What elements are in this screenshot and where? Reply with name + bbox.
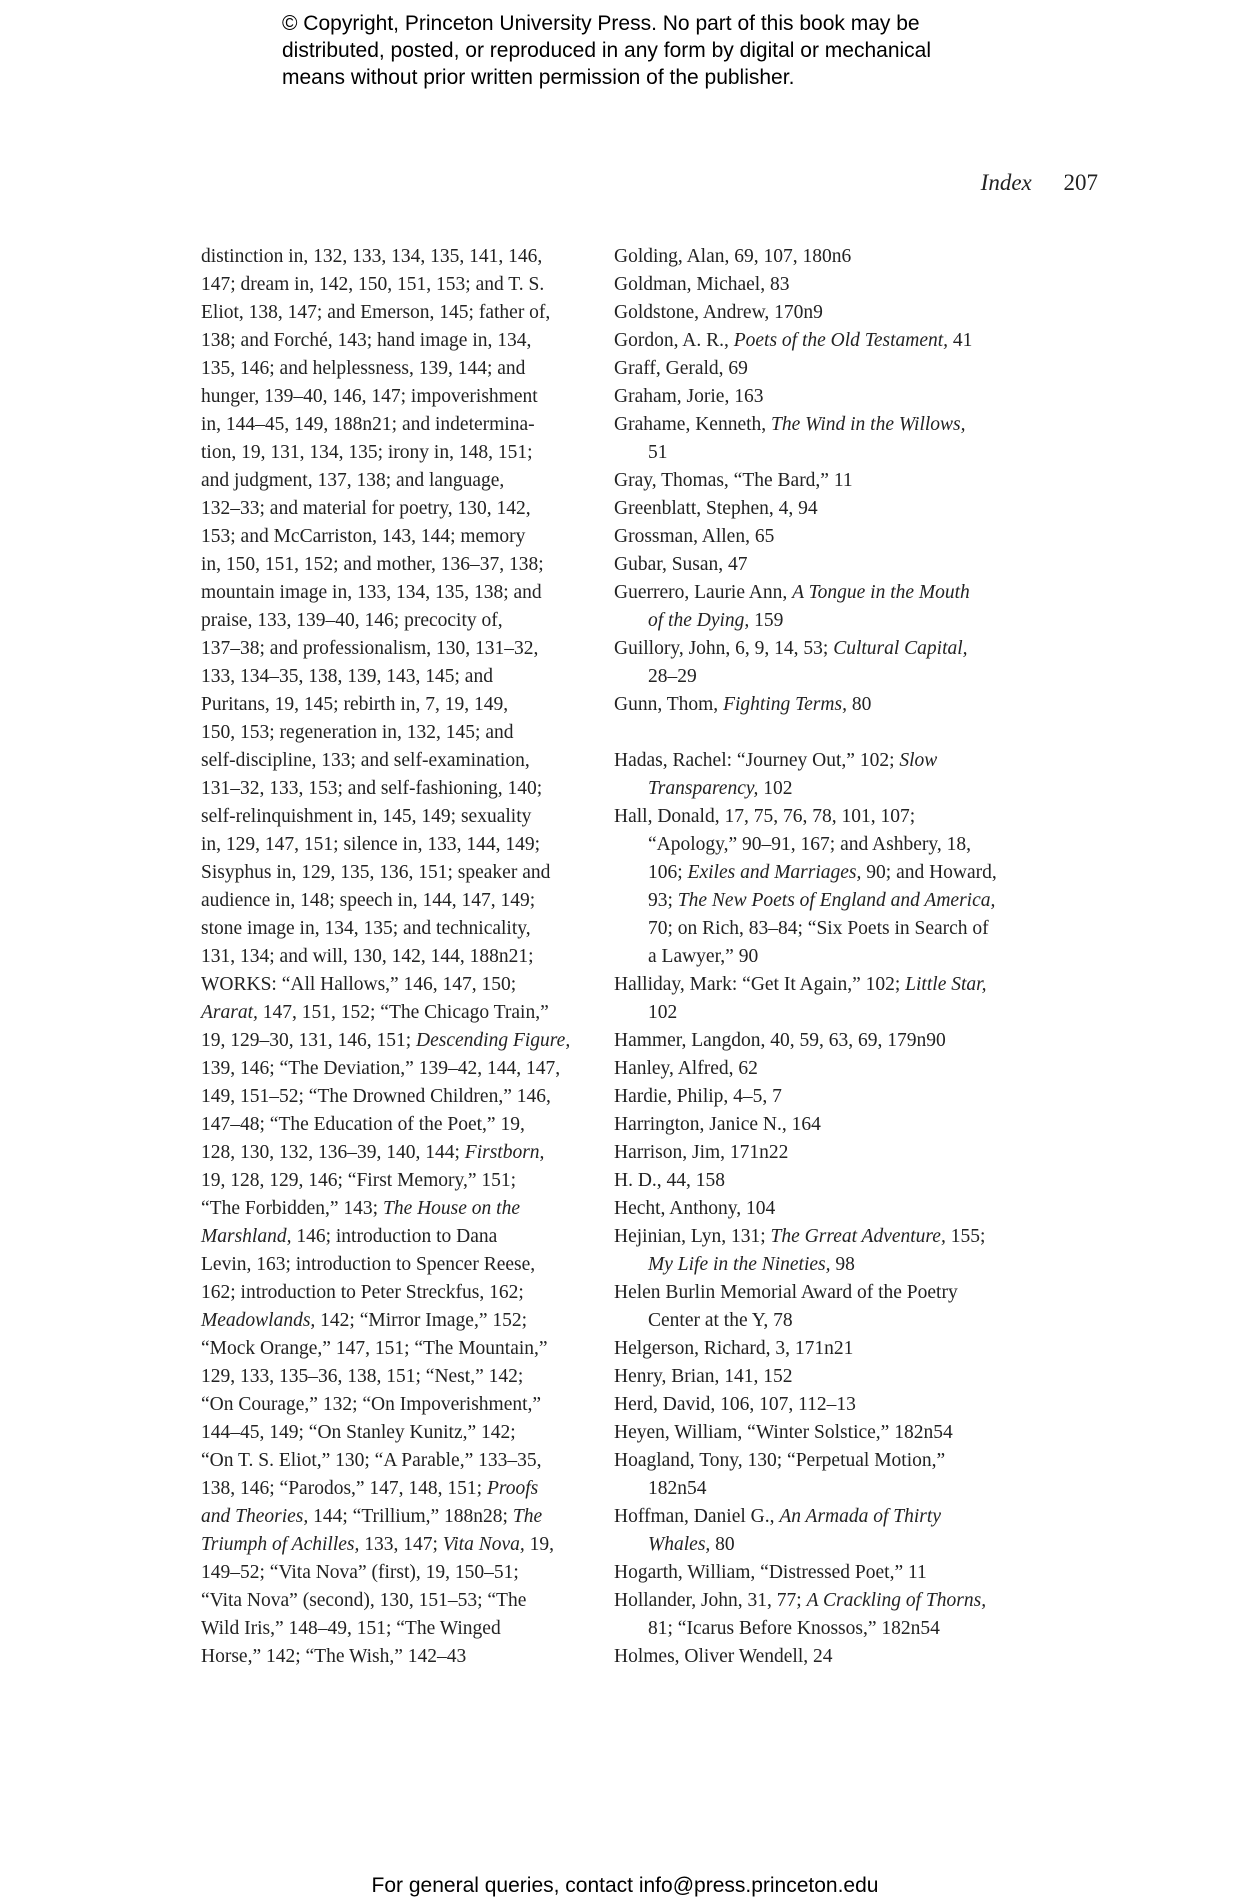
index-line: 162; introduction to Peter Streckfus, 162; xyxy=(201,1282,524,1303)
index-right-column xyxy=(614,243,1034,1671)
copyright-line: distributed, posted, or reproduced in any form by digital or mechanical xyxy=(282,39,932,62)
index-line: Horse,” 142; “The Wish,” 142–43 xyxy=(201,1646,467,1667)
index-line: 144–45, 149; “On Stanley Kunitz,” 142; xyxy=(201,1422,516,1443)
index-entry xyxy=(614,803,1034,971)
index-line: 149–52; “Vita Nova” (first), 19, 150–51; xyxy=(201,1562,519,1583)
index-entry xyxy=(614,327,1034,355)
index-entry-heading: Hecht, Anthony, 104 xyxy=(614,1198,776,1219)
index-entry-heading: Gray, Thomas, “The Bard,” 11 xyxy=(614,470,853,491)
index-entry-heading: Hoffman, Daniel G., An Armada of Thirty xyxy=(614,1506,941,1527)
index-line: distinction in, 132, 133, 134, 135, 141, 146, xyxy=(201,246,543,267)
page-number: 207 xyxy=(1063,170,1098,195)
index-line: 132–33; and material for poetry, 130, 142, xyxy=(201,498,531,519)
index-line: 147–48; “The Education of the Poet,” 19, xyxy=(201,1114,525,1135)
index-entry-continuation: 106; Exiles and Marriages, 90; and Howard, xyxy=(648,862,997,883)
index-line: self-relinquishment in, 145, 149; sexuality xyxy=(201,806,532,827)
index-entry xyxy=(614,467,1034,495)
copyright-notice xyxy=(282,10,1042,91)
index-entry-heading: Hall, Donald, 17, 75, 76, 78, 101, 107; xyxy=(614,806,916,827)
index-line: in, 144–45, 149, 188n21; and indetermina- xyxy=(201,414,535,435)
index-entry-heading: Greenblatt, Stephen, 4, 94 xyxy=(614,498,818,519)
index-line: Meadowlands, 142; “Mirror Image,” 152; xyxy=(201,1310,528,1331)
index-entry xyxy=(614,1167,1034,1195)
index-entry-continuation: Center at the Y, 78 xyxy=(648,1310,793,1331)
index-entry-heading: Goldman, Michael, 83 xyxy=(614,274,790,295)
index-line: praise, 133, 139–40, 146; precocity of, xyxy=(201,610,503,631)
index-entry xyxy=(614,523,1034,551)
index-entry xyxy=(614,1027,1034,1055)
index-entry-heading: Gubar, Susan, 47 xyxy=(614,554,748,575)
index-entry xyxy=(614,1447,1034,1503)
index-entry xyxy=(614,1391,1034,1419)
index-line: Puritans, 19, 145; rebirth in, 7, 19, 149, xyxy=(201,694,509,715)
index-line: 19, 129–30, 131, 146, 151; Descending Figure, xyxy=(201,1030,571,1051)
index-entry-heading: Hadas, Rachel: “Journey Out,” 102; Slow xyxy=(614,750,938,771)
index-entry-continuation: of the Dying, 159 xyxy=(648,610,784,631)
index-entry-continuation: Transparency, 102 xyxy=(648,778,793,799)
index-entry xyxy=(614,1643,1034,1671)
index-entry xyxy=(614,1195,1034,1223)
index-entry xyxy=(614,383,1034,411)
index-entry-heading: Golding, Alan, 69, 107, 180n6 xyxy=(614,246,852,267)
index-line: “On T. S. Eliot,” 130; “A Parable,” 133–35, xyxy=(201,1450,542,1471)
index-line: hunger, 139–40, 146, 147; impoverishment xyxy=(201,386,538,407)
index-line: 128, 130, 132, 136–39, 140, 144; Firstborn, xyxy=(201,1142,545,1163)
index-entry-continuation: 81; “Icarus Before Knossos,” 182n54 xyxy=(648,1618,940,1639)
index-line: Marshland, 146; introduction to Dana xyxy=(201,1226,498,1247)
index-line: and Theories, 144; “Trillium,” 188n28; The xyxy=(201,1506,543,1527)
index-entry-continuation: 93; The New Poets of England and America, xyxy=(648,890,996,911)
index-entry xyxy=(614,1363,1034,1391)
index-entry-heading: Goldstone, Andrew, 170n9 xyxy=(614,302,823,323)
index-entry xyxy=(614,243,1034,271)
index-entry-heading: Hejinian, Lyn, 131; The Grreat Adventure, 155; xyxy=(614,1226,986,1247)
index-entry-heading: Holmes, Oliver Wendell, 24 xyxy=(614,1646,833,1667)
running-head xyxy=(981,170,1098,196)
index-entry xyxy=(614,411,1034,467)
index-line: “On Courage,” 132; “On Impoverishment,” xyxy=(201,1394,542,1415)
index-entry xyxy=(614,1419,1034,1447)
index-line: Triumph of Achilles, 133, 147; Vita Nova, 19, xyxy=(201,1534,555,1555)
index-line: “The Forbidden,” 143; The House on the xyxy=(201,1198,520,1219)
index-entry xyxy=(614,1083,1034,1111)
index-line: 133, 134–35, 138, 139, 143, 145; and xyxy=(201,666,493,687)
index-line: 131–32, 133, 153; and self-fashioning, 140; xyxy=(201,778,543,799)
index-entry-continuation: 28–29 xyxy=(648,666,697,687)
index-line: 137–38; and professionalism, 130, 131–32, xyxy=(201,638,539,659)
index-entry-continuation: 70; on Rich, 83–84; “Six Poets in Search of xyxy=(648,918,989,939)
index-line: Eliot, 138, 147; and Emerson, 145; father of, xyxy=(201,302,551,323)
index-entry-heading: Hammer, Langdon, 40, 59, 63, 69, 179n90 xyxy=(614,1030,946,1051)
index-entry-heading: Hogarth, William, “Distressed Poet,” 11 xyxy=(614,1562,927,1583)
index-entry-heading: Grossman, Allen, 65 xyxy=(614,526,775,547)
index-line: WORKS: “All Hallows,” 146, 147, 150; xyxy=(201,974,517,995)
index-line: in, 150, 151, 152; and mother, 136–37, 138; xyxy=(201,554,544,575)
index-line: 138; and Forché, 143; hand image in, 134, xyxy=(201,330,532,351)
footer-contact-text: For general queries, contact info@press.princeton.edu xyxy=(371,1874,879,1897)
index-line: 131, 134; and will, 130, 142, 144, 188n21; xyxy=(201,946,534,967)
index-line: Levin, 163; introduction to Spencer Reese, xyxy=(201,1254,536,1275)
index-entry-heading: Graham, Jorie, 163 xyxy=(614,386,764,407)
index-entry xyxy=(614,1587,1034,1643)
index-entry-heading: Hoagland, Tony, 130; “Perpetual Motion,” xyxy=(614,1450,946,1471)
index-line: “Vita Nova” (second), 130, 151–53; “The xyxy=(201,1590,527,1611)
index-entry-heading: Hanley, Alfred, 62 xyxy=(614,1058,758,1079)
index-entry xyxy=(614,1139,1034,1167)
index-entry xyxy=(614,355,1034,383)
index-entry xyxy=(614,1279,1034,1335)
copyright-line: © Copyright, Princeton University Press. No part of this book may be xyxy=(282,12,920,35)
index-entry xyxy=(614,747,1034,803)
index-entry xyxy=(614,1111,1034,1139)
index-line: stone image in, 134, 135; and technicality, xyxy=(201,918,531,939)
index-line: in, 129, 147, 151; silence in, 133, 144, 149; xyxy=(201,834,541,855)
index-entry-heading: Herd, David, 106, 107, 112–13 xyxy=(614,1394,856,1415)
index-entry xyxy=(614,691,1034,719)
index-line: “Mock Orange,” 147, 151; “The Mountain,” xyxy=(201,1338,548,1359)
copyright-line: means without prior written permission of the publisher. xyxy=(282,66,795,89)
index-entry-heading: Guillory, John, 6, 9, 14, 53; Cultural Capital, xyxy=(614,638,968,659)
index-entry xyxy=(614,1055,1034,1083)
index-entry xyxy=(614,495,1034,523)
index-entry xyxy=(614,579,1034,635)
index-entry xyxy=(614,635,1034,691)
index-entry-heading: Hardie, Philip, 4–5, 7 xyxy=(614,1086,782,1107)
index-entry-heading: Helen Burlin Memorial Award of the Poetry xyxy=(614,1282,958,1303)
index-line: 138, 146; “Parodos,” 147, 148, 151; Proofs xyxy=(201,1478,539,1499)
running-head-title: Index xyxy=(980,170,1032,195)
index-entry-heading: Gunn, Thom, Fighting Terms, 80 xyxy=(614,694,872,715)
index-entry-heading: Hollander, John, 31, 77; A Crackling of Thorns, xyxy=(614,1590,987,1611)
index-entry xyxy=(614,1223,1034,1279)
letter-group-gap xyxy=(614,719,1034,747)
index-entry xyxy=(614,1335,1034,1363)
index-line: 139, 146; “The Deviation,” 139–42, 144, 147, xyxy=(201,1058,561,1079)
index-line: 147; dream in, 142, 150, 151, 153; and T. S. xyxy=(201,274,545,295)
index-line: mountain image in, 133, 134, 135, 138; and xyxy=(201,582,542,603)
index-entry-heading: H. D., 44, 158 xyxy=(614,1170,726,1191)
footer xyxy=(0,1874,1250,1898)
index-line: 149, 151–52; “The Drowned Children,” 146, xyxy=(201,1086,551,1107)
index-entry-heading: Gordon, A. R., Poets of the Old Testament, 41 xyxy=(614,330,973,351)
index-entry-heading: Harrington, Janice N., 164 xyxy=(614,1114,821,1135)
index-entry-continuation: Whales, 80 xyxy=(648,1534,735,1555)
index-entry-heading: Harrison, Jim, 171n22 xyxy=(614,1142,789,1163)
index-left-column xyxy=(201,243,601,1671)
index-entry xyxy=(614,1503,1034,1559)
index-line: and judgment, 137, 138; and language, xyxy=(201,470,505,491)
index-entry-heading: Grahame, Kenneth, The Wind in the Willows, xyxy=(614,414,966,435)
index-line: 129, 133, 135–36, 138, 151; “Nest,” 142; xyxy=(201,1366,524,1387)
index-entry xyxy=(614,971,1034,1027)
index-line: Sisyphus in, 129, 135, 136, 151; speaker and xyxy=(201,862,551,883)
index-line: 135, 146; and helplessness, 139, 144; and xyxy=(201,358,526,379)
index-entry-continuation: “Apology,” 90–91, 167; and Ashbery, 18, xyxy=(648,834,971,855)
index-entry-continuation: a Lawyer,” 90 xyxy=(648,946,759,967)
index-entry-heading: Guerrero, Laurie Ann, A Tongue in the Mouth xyxy=(614,582,970,603)
index-line: Wild Iris,” 148–49, 151; “The Winged xyxy=(201,1618,501,1639)
index-entry-heading: Helgerson, Richard, 3, 171n21 xyxy=(614,1338,854,1359)
index-entry-heading: Henry, Brian, 141, 152 xyxy=(614,1366,793,1387)
index-entry xyxy=(614,1559,1034,1587)
index-entry-continuation: 182n54 xyxy=(648,1478,707,1499)
index-entry-continuation: 51 xyxy=(648,442,668,463)
index-line: 153; and McCarriston, 143, 144; memory xyxy=(201,526,526,547)
index-line: 150, 153; regeneration in, 132, 145; and xyxy=(201,722,514,743)
index-entry xyxy=(614,299,1034,327)
index-line: audience in, 148; speech in, 144, 147, 149; xyxy=(201,890,536,911)
index-entry xyxy=(614,271,1034,299)
index-entry-heading: Heyen, William, “Winter Solstice,” 182n54 xyxy=(614,1422,953,1443)
index-entry-heading: Graff, Gerald, 69 xyxy=(614,358,748,379)
index-line: tion, 19, 131, 134, 135; irony in, 148, 151; xyxy=(201,442,533,463)
index-entry xyxy=(614,551,1034,579)
index-line: Ararat, 147, 151, 152; “The Chicago Train,” xyxy=(201,1002,549,1023)
index-entry-continuation: My Life in the Nineties, 98 xyxy=(648,1254,855,1275)
index-line: 19, 128, 129, 146; “First Memory,” 151; xyxy=(201,1170,517,1191)
index-entry-heading: Halliday, Mark: “Get It Again,” 102; Little Star, xyxy=(614,974,987,995)
index-line: self-discipline, 133; and self-examination, xyxy=(201,750,530,771)
index-entry-continuation: 102 xyxy=(648,1002,678,1023)
